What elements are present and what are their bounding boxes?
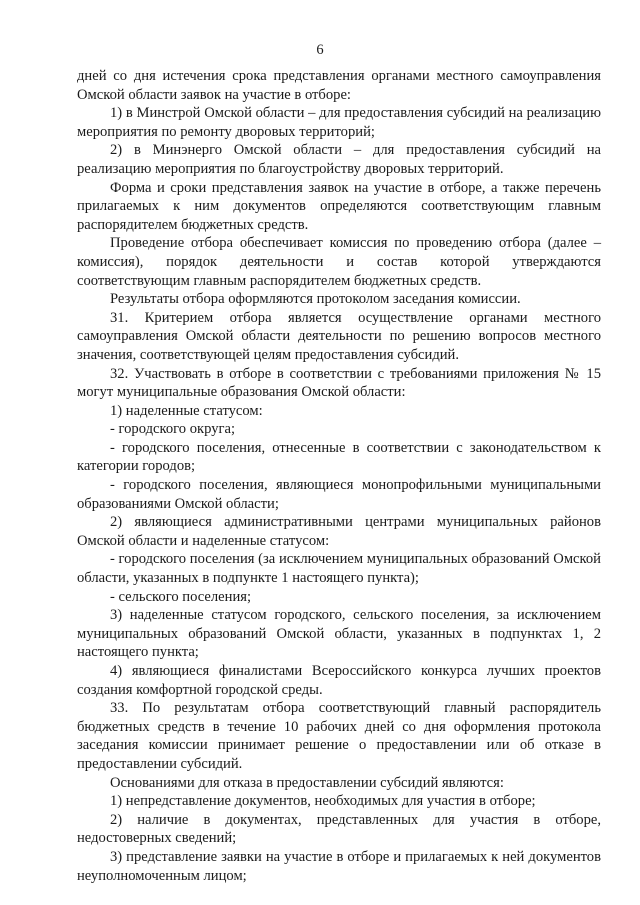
paragraph: 32. Участвовать в отборе в соответствии с требованиями приложения № 15 могут муниципальные образования Омской области:	[77, 365, 601, 401]
paragraph: - городского поселения, отнесенные в соответствии с законодательством к категории городов;	[77, 439, 601, 475]
paragraph: - городского поселения, являющиеся монопрофильными муниципальными образованиями Омской области;	[77, 477, 601, 512]
paragraph: Результаты отбора оформляются протоколом заседания комиссии.	[110, 291, 521, 308]
paragraph: - сельского поселения;	[110, 588, 252, 605]
paragraph: 2) являющиеся административными центрами муниципальных районов Омской области и наделенные статусом:	[77, 514, 601, 549]
paragraph: Форма и сроки представления заявок на участие в отборе, а также перечень прилагаемых к ним документов определяются соответствующим главным распорядителем бюджетных средств.	[77, 179, 601, 233]
paragraph: 3) наделенные статусом городского, сельского поселения, за исключением муниципальных образований Омской области, указанных в подпунктах 1, 2 настоящего пункта;	[77, 607, 601, 661]
paragraph: 1) наделенные статусом:	[110, 402, 263, 419]
paragraph: 4) являющиеся финалистами Всероссийского конкурса лучших проектов создания комфортной городской среды.	[77, 663, 601, 698]
paragraph: дней со дня истечения срока представления органами местного самоуправления Омской области заявок на участие в отборе:	[77, 68, 601, 103]
paragraph: - городского поселения (за исключением муниципальных образований Омской области, указанных в подпункте 1 настоящего пункта);	[77, 551, 601, 587]
paragraph: 2) наличие в документах, представленных для участия в отборе, недостоверных сведений;	[77, 811, 601, 847]
page-number: 6	[316, 42, 324, 58]
paragraph: 2) в Минэнерго Омской области – для предоставления субсидий на реализацию мероприятия по благоустройству дворовых территорий.	[77, 142, 601, 177]
paragraph: 31. Критерием отбора является осуществление органами местного самоуправления Омской области деятельности по решению вопросов местного значения, соответствующей целям предоставления субсидий.	[77, 309, 601, 363]
paragraph: 33. По результатам отбора соответствующий главный распорядитель бюджетных средств в течение 10 рабочих дней со дня оформления протокола заседания комиссии принимает решение о предоставлении или об отказе в предоставлении субсидий.	[77, 700, 601, 772]
paragraph: 3) представление заявки на участие в отборе и прилагаемых к ней документов неуполномоченным лицом;	[77, 848, 601, 884]
paragraph: 1) в Минстрой Омской области – для предоставления субсидий на реализацию мероприятия по ремонту дворовых территорий;	[77, 105, 601, 140]
document-body	[77, 67, 601, 885]
paragraph: Основаниями для отказа в предоставлении субсидий являются:	[110, 774, 504, 791]
paragraph: - городского округа;	[110, 421, 236, 438]
paragraph: 1) непредставление документов, необходимых для участия в отборе;	[110, 793, 536, 810]
paragraph: Проведение отбора обеспечивает комиссия по проведению отбора (далее – комиссия), порядок деятельности и состав которой утверждаются соответствующим главным распорядителем бюджетных средств.	[77, 235, 601, 289]
